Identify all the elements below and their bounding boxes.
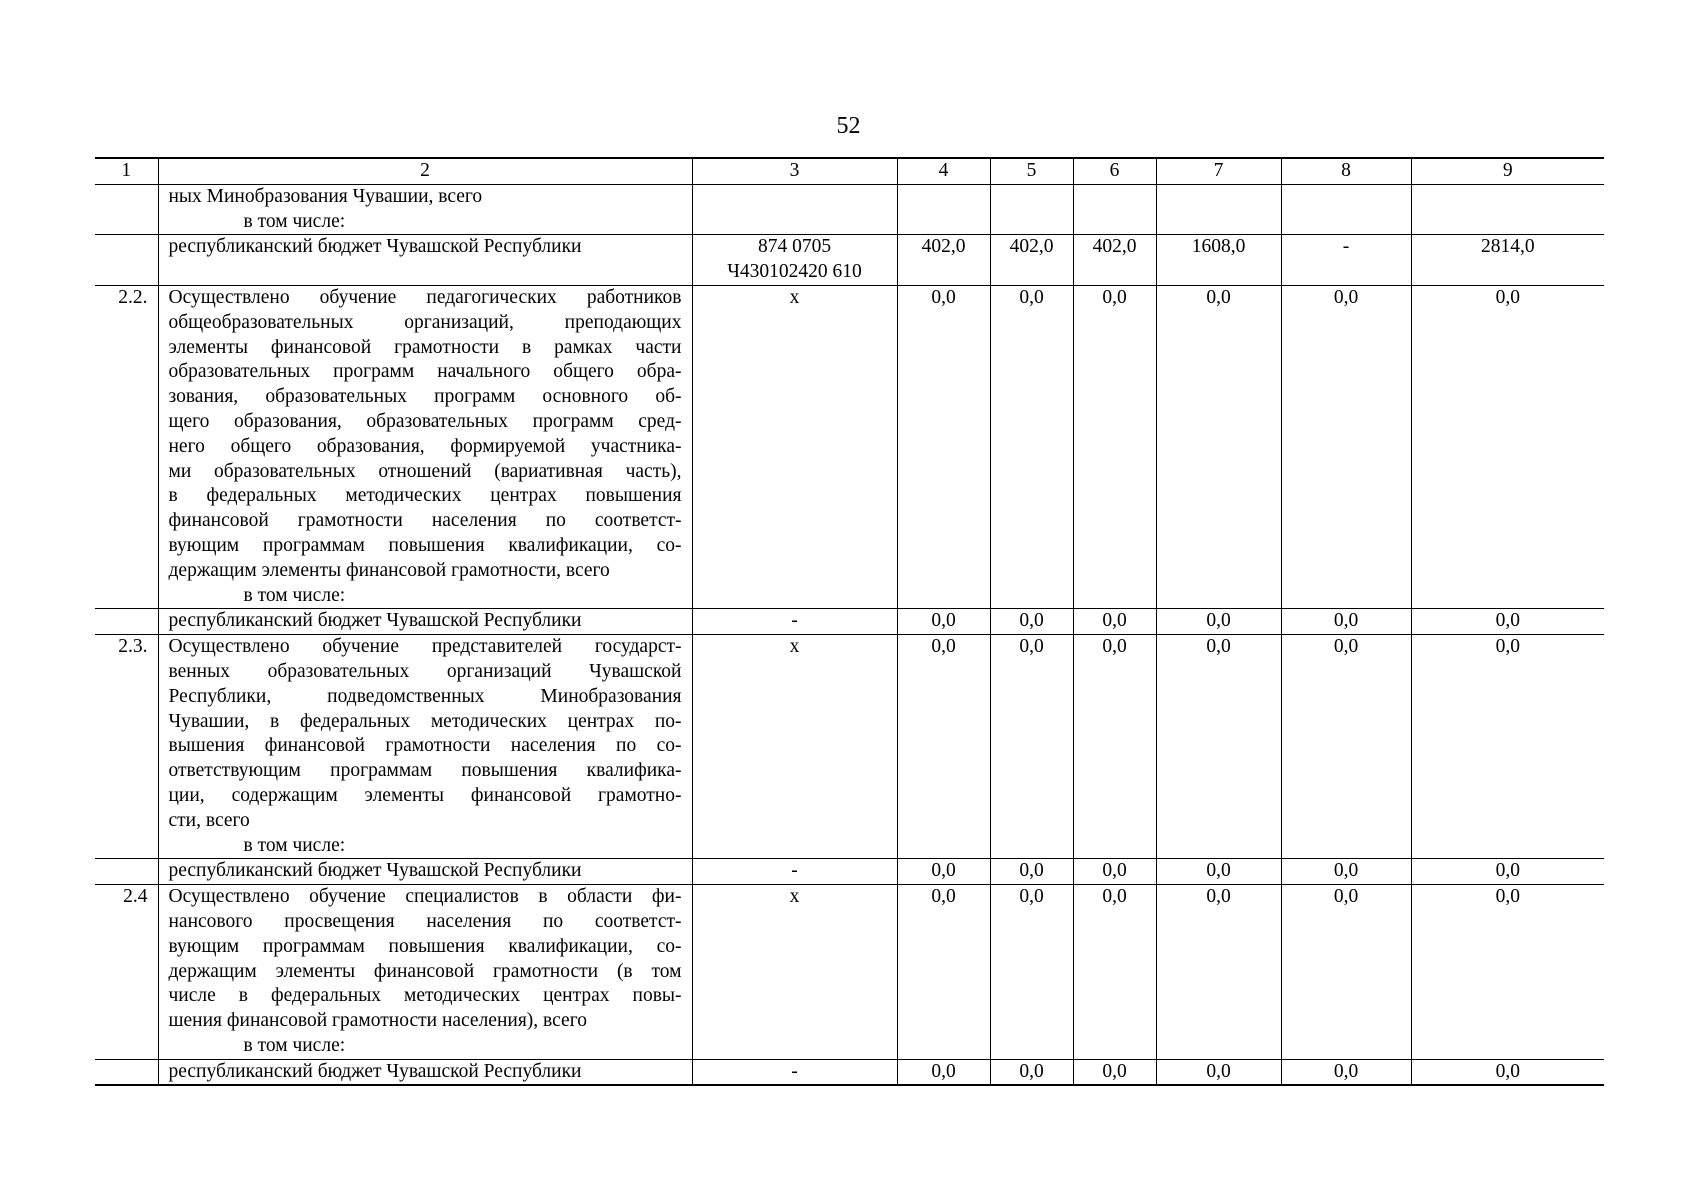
description-line: Осуществлено обучение представителей государст- [168,636,682,658]
row-description [158,235,692,286]
table-row [95,859,1604,885]
value-cell-col5: 402,0 [990,235,1073,286]
row-description [158,635,692,859]
including-label: в том числе: [243,584,346,606]
value-cell-col9: 0,0 [1411,1059,1604,1085]
description-line: республиканский бюджет Чувашской Республики [168,610,582,632]
description-line: числе в федеральных методических центрах повы- [168,985,682,1007]
table-row [95,235,1604,286]
value-cell-col6: 0,0 [1073,635,1156,859]
value-cell-col6: 0,0 [1073,859,1156,885]
value-cell-col8: 0,0 [1281,635,1411,859]
value-cell-col6: 402,0 [1073,235,1156,286]
row-description [158,609,692,635]
row-number [95,609,158,635]
value-cell-col4 [897,184,990,235]
table-row [95,635,1604,859]
table-row [95,609,1604,635]
table-row [95,1059,1604,1085]
budget-code-line: Ч430102420 610 [727,261,862,283]
including-label: в том числе: [243,1034,346,1056]
row-number [95,1059,158,1085]
value-cell-col8: 0,0 [1281,285,1411,608]
value-cell-col4: 0,0 [897,609,990,635]
value-cell-col8: 0,0 [1281,1059,1411,1085]
description-line: Осуществлено обучение педагогических работников [168,286,682,308]
column-header: 1 [95,158,158,184]
value-cell-col8: - [1281,235,1411,286]
description-line: республиканский бюджет Чувашской Республики [168,236,582,258]
table-row [95,885,1604,1060]
row-number [95,184,158,235]
value-cell-col7: 0,0 [1156,635,1281,859]
row-number: 2.4 [95,885,158,1060]
column-header: 5 [990,158,1073,184]
value-cell-col4: 0,0 [897,635,990,859]
budget-code-line: х [789,636,800,658]
value-cell-col9: 0,0 [1411,635,1604,859]
value-cell-col9: 0,0 [1411,885,1604,1060]
column-number-header [95,158,1604,184]
description-line: республиканский бюджет Чувашской Республики [168,860,582,882]
description-line: венных образовательных организаций Чувашской [168,660,682,682]
value-cell-col9 [1411,184,1604,235]
budget-code-line: х [789,886,800,908]
page-number: 52 [836,113,861,139]
description-line: него общего образования, формируемой участника- [168,435,682,457]
row-number: 2.2. [95,285,158,608]
table-row [95,184,1604,235]
description-line: общеобразовательных организаций, преподающих [168,311,682,333]
column-header: 7 [1156,158,1281,184]
column-header: 3 [692,158,897,184]
description-line: держащим элементы финансовой грамотности, всего [168,559,610,581]
including-label: в том числе: [243,834,346,856]
description-line: Осуществлено обучение специалистов в области фи- [168,886,682,908]
description-line: финансовой грамотности населения по соответст- [168,510,682,532]
value-cell-col4: 0,0 [897,885,990,1060]
value-cell-col5 [990,184,1073,235]
budget-code [692,885,897,1060]
value-cell-col5: 0,0 [990,609,1073,635]
description-line: вующим программам повышения квалификации, со- [168,534,682,556]
description-line: нансового просвещения населения по соответст- [168,910,682,932]
description-line: ных Минобразования Чувашии, всего [168,185,483,207]
description-line: сти, всего [168,809,250,831]
budget-code-line: - [791,610,798,632]
value-cell-col9: 0,0 [1411,859,1604,885]
description-line: вующим программам повышения квалификации, со- [168,935,682,957]
description-line: зования, образовательных программ основного об- [168,386,682,408]
row-description [158,184,692,235]
value-cell-col4: 0,0 [897,1059,990,1085]
value-cell-col6: 0,0 [1073,285,1156,608]
value-cell-col9: 0,0 [1411,285,1604,608]
value-cell-col5: 0,0 [990,859,1073,885]
description-line: элементы финансовой грамотности в рамках части [168,336,682,358]
value-cell-col6 [1073,184,1156,235]
value-cell-col7: 0,0 [1156,885,1281,1060]
description-line: ответствующим программам повышения квалифика- [168,760,682,782]
row-number: 2.3. [95,635,158,859]
value-cell-col7 [1156,184,1281,235]
value-cell-col9: 2814,0 [1411,235,1604,286]
row-description [158,285,692,608]
description-line: держащим элементы финансовой грамотности (в том [168,960,682,982]
value-cell-col5: 0,0 [990,1059,1073,1085]
budget-code-line: - [791,1060,798,1082]
budget-table [95,157,1604,1086]
budget-code [692,859,897,885]
row-number [95,235,158,286]
column-header: 6 [1073,158,1156,184]
value-cell-col7: 0,0 [1156,859,1281,885]
row-description [158,1059,692,1085]
budget-code-line: - [791,860,798,882]
description-line: республиканский бюджет Чувашской Республики [168,1060,582,1082]
budget-code [692,235,897,286]
value-cell-col6: 0,0 [1073,1059,1156,1085]
row-number [95,859,158,885]
description-line: вышения финансовой грамотности населения по со- [168,735,682,757]
budget-code [692,1059,897,1085]
column-header: 9 [1411,158,1604,184]
value-cell-col9: 0,0 [1411,609,1604,635]
value-cell-col4: 402,0 [897,235,990,286]
description-line: Республики, подведомственных Минобразования [168,685,682,707]
value-cell-col8: 0,0 [1281,609,1411,635]
description-line: Чувашии, в федеральных методических центрах по- [168,710,682,732]
budget-code-line: х [789,286,800,308]
value-cell-col8: 0,0 [1281,859,1411,885]
description-line: шения финансовой грамотности населения), всего [168,1010,587,1032]
description-line: щего образования, образовательных программ сред- [168,410,682,432]
row-description [158,885,692,1060]
value-cell-col5: 0,0 [990,635,1073,859]
value-cell-col6: 0,0 [1073,885,1156,1060]
value-cell-col8: 0,0 [1281,885,1411,1060]
value-cell-col5: 0,0 [990,285,1073,608]
value-cell-col5: 0,0 [990,885,1073,1060]
budget-code [692,184,897,235]
column-header: 2 [158,158,692,184]
description-line: ции, содержащим элементы финансовой грамотно- [168,784,682,806]
budget-code-line: 874 0705 [757,236,832,258]
description-line: в федеральных методических центрах повышения [168,485,682,507]
value-cell-col7: 0,0 [1156,609,1281,635]
value-cell-col4: 0,0 [897,859,990,885]
value-cell-col7: 0,0 [1156,1059,1281,1085]
value-cell-col8 [1281,184,1411,235]
column-header: 8 [1281,158,1411,184]
value-cell-col6: 0,0 [1073,609,1156,635]
budget-code [692,285,897,608]
value-cell-col7: 1608,0 [1156,235,1281,286]
description-line: ми образовательных отношений (вариативная часть), [168,460,682,482]
budget-code [692,635,897,859]
column-header: 4 [897,158,990,184]
table-row [95,285,1604,608]
description-line: образовательных программ начального общего обра- [168,361,682,383]
value-cell-col7: 0,0 [1156,285,1281,608]
row-description [158,859,692,885]
value-cell-col4: 0,0 [897,285,990,608]
budget-code [692,609,897,635]
including-label: в том числе: [243,210,346,232]
